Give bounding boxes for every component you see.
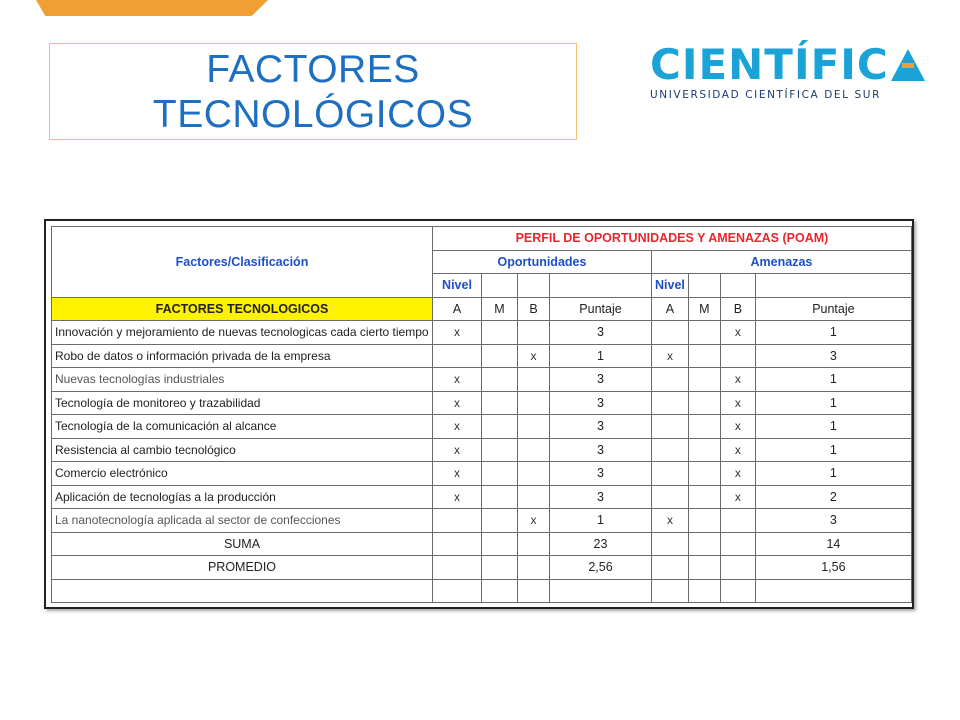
threats-header: Amenazas xyxy=(652,250,912,274)
sum-threats: 14 xyxy=(755,532,911,556)
poam-table-frame xyxy=(44,219,914,609)
logo-a-triangle-icon xyxy=(891,49,925,81)
section-label: FACTORES TECNOLOGICOS xyxy=(52,297,433,321)
sum-label: SUMA xyxy=(52,532,433,556)
thr-col-score: Puntaje xyxy=(755,297,911,321)
sum-opportunities: 23 xyxy=(550,532,652,556)
sum-row xyxy=(52,532,912,556)
empty-row xyxy=(52,579,912,603)
slide-title xyxy=(49,43,577,140)
title-line-1: FACTORES xyxy=(206,47,420,91)
average-opportunities: 2,56 xyxy=(550,556,652,580)
title-line-2: TECNOLÓGICOS xyxy=(152,92,474,136)
opportunities-header: Oportunidades xyxy=(433,250,652,274)
top-accent-tab xyxy=(36,0,268,16)
profile-title: PERFIL DE OPORTUNIDADES Y AMENAZAS (POAM) xyxy=(433,227,912,251)
table-row: Tecnología de monitoreo y trazabilidad x 3 x 1 xyxy=(52,391,912,415)
table-row: Resistencia al cambio tecnológico x 3 x 1 xyxy=(52,438,912,462)
table-row: Robo de datos o información privada de la empresa x 1 x 3 xyxy=(52,344,912,368)
opp-level-header: Nivel xyxy=(433,274,482,298)
opp-col-a: A xyxy=(433,297,482,321)
table-row: Comercio electrónico x 3 x 1 xyxy=(52,462,912,486)
logo-subtitle: UNIVERSIDAD CIENTÍFICA DEL SUR xyxy=(650,89,881,101)
thr-level-header: Nivel xyxy=(652,274,689,298)
opp-col-score: Puntaje xyxy=(550,297,652,321)
average-row xyxy=(52,556,912,580)
average-label: PROMEDIO xyxy=(52,556,433,580)
corner-label: Factores/Clasificación xyxy=(52,227,433,298)
logo-word-text: CIENTÍFIC xyxy=(650,40,889,89)
table-row: Nuevas tecnologías industriales x 3 x 1 xyxy=(52,368,912,392)
table-row: Aplicación de tecnologías a la producción x 3 x 2 xyxy=(52,485,912,509)
university-logo xyxy=(650,42,900,100)
table-row: Innovación y mejoramiento de nuevas tecnologicas cada cierto tiempo x 3 x 1 xyxy=(52,321,912,345)
thr-col-m: M xyxy=(688,297,720,321)
table-row: Tecnología de la comunicación al alcance x 3 x 1 xyxy=(52,415,912,439)
logo-wordmark xyxy=(650,42,900,88)
opp-col-b: B xyxy=(518,297,550,321)
thr-col-b: B xyxy=(720,297,755,321)
table-row: La nanotecnología aplicada al sector de confecciones x 1 x 3 xyxy=(52,509,912,533)
opp-col-m: M xyxy=(482,297,518,321)
poam-table xyxy=(51,226,912,603)
average-threats: 1,56 xyxy=(755,556,911,580)
thr-col-a: A xyxy=(652,297,689,321)
